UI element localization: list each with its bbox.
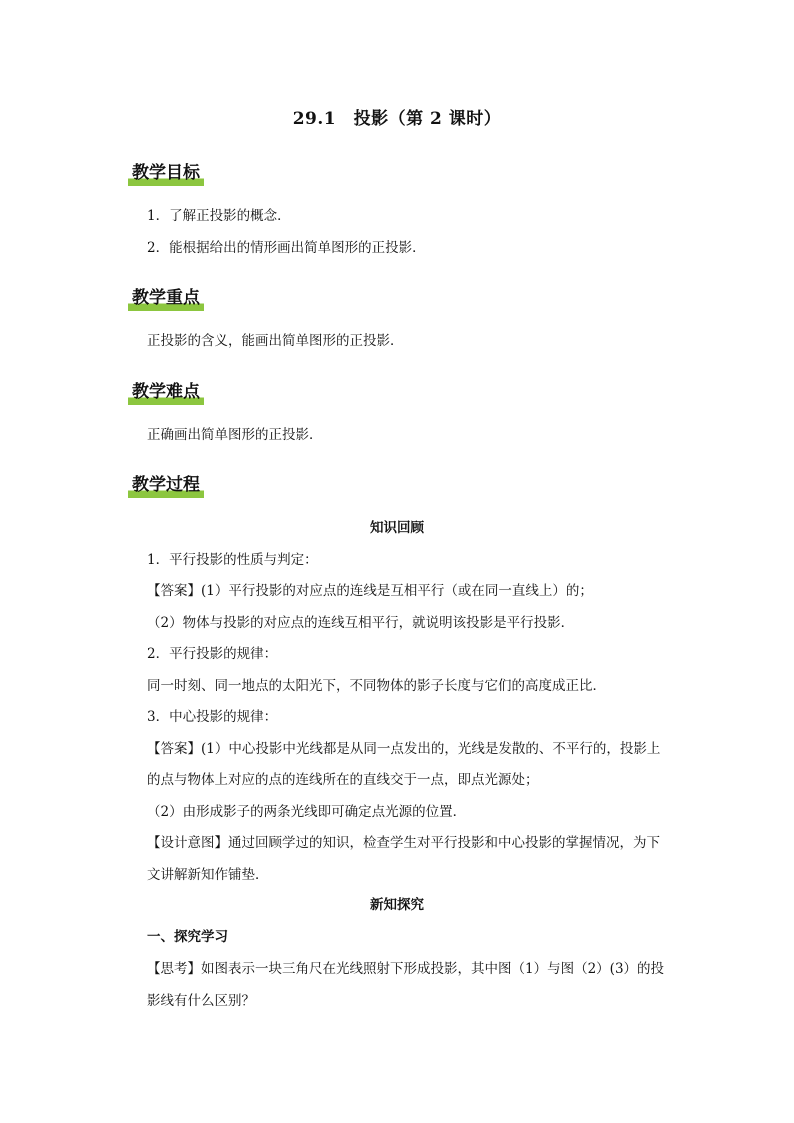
review-line-4: 2．平行投影的规律： — [147, 646, 278, 662]
review-line-2: 【答案】(1）平行投影的对应点的连线是互相平行（或在同一直线上）的； — [147, 583, 593, 599]
goal-item-1: 1．了解正投影的概念． — [147, 208, 291, 224]
review-line-1: 1．平行投影的性质与判定： — [147, 552, 318, 568]
section-heading-process: 教学过程 — [128, 474, 204, 498]
goal-item-2: 2．能根据给出的情形画出简单图形的正投影． — [147, 240, 426, 256]
review-line-9: （2）由形成影子的两条光线即可确定点光源的位置． — [147, 804, 467, 820]
review-line-3: （2）物体与投影的对应点的连线互相平行，就说明该投影是平行投影． — [147, 615, 575, 631]
review-line-10: 【设计意图】通过回顾学过的知识，检查学生对平行投影和中心投影的掌握情况，为下 — [147, 835, 660, 851]
section-heading-goals: 教学目标 — [128, 162, 204, 186]
section-heading-key: 教学重点 — [128, 287, 204, 311]
review-line-8: 的点与物体上对应的点的连线所在的直线交于一点，即点光源处； — [147, 772, 539, 788]
review-line-5: 同一时刻、同一地点的太阳光下，不同物体的影子长度与它们的高度成正比． — [147, 678, 606, 694]
explore-subheading: 一、探究学习 — [147, 929, 228, 945]
think-line-1: 【思考】如图表示一块三角尺在光线照射下形成投影，其中图（1）与图（2）(3）的投 — [147, 961, 665, 977]
review-title: 知识回顾 — [370, 520, 424, 536]
review-line-11: 文讲解新知作铺垫． — [147, 867, 269, 883]
explore-title: 新知探究 — [370, 897, 424, 913]
page-title: 29.1 投影（第 2 课时） — [292, 109, 502, 129]
key-point-text: 正投影的含义，能画出简单图形的正投影． — [147, 333, 404, 349]
review-line-7: 【答案】(1）中心投影中光线都是从同一点发出的，光线是发散的、不平行的，投影上 — [147, 741, 661, 757]
think-line-2: 影线有什么区别？ — [147, 993, 255, 1009]
review-line-6: 3．中心投影的规律： — [147, 709, 278, 725]
section-heading-difficult: 教学难点 — [128, 381, 204, 405]
difficult-point-text: 正确画出简单图形的正投影． — [147, 427, 323, 443]
